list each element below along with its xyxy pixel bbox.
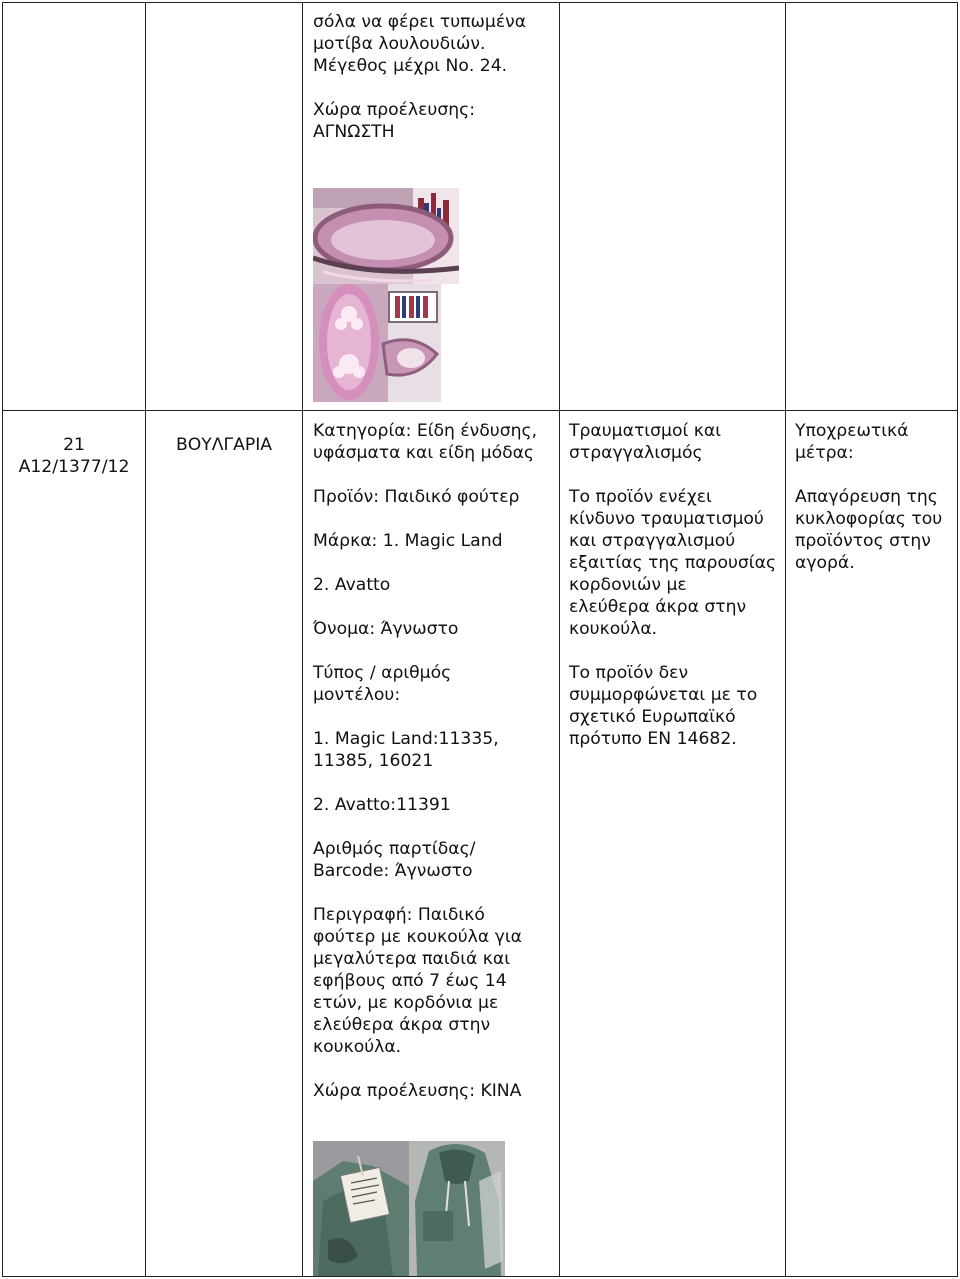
table-border-top bbox=[2, 2, 958, 3]
risk-description-line: κίνδυνο τραυματισμού bbox=[569, 509, 764, 529]
table-border-col4 bbox=[785, 2, 786, 1277]
product-label-name: Όνομα: Άγνωστο bbox=[313, 619, 459, 639]
model-1: 1. Magic Land:11335, bbox=[313, 729, 499, 749]
sandal-photo-top bbox=[313, 188, 459, 284]
country-cell bbox=[146, 434, 302, 456]
batch-line: Αριθμός παρτίδας/ bbox=[313, 839, 476, 859]
table-border-col1 bbox=[145, 2, 146, 1277]
table-border-bottom bbox=[2, 1276, 958, 1277]
risk-type-line: Τραυματισμοί και bbox=[569, 421, 722, 441]
measures-text-line: κυκλοφορίας του bbox=[795, 509, 943, 529]
description-line: μεγαλύτερα παιδιά και bbox=[313, 949, 511, 969]
description-line: Περιγραφή: Παιδικό bbox=[313, 905, 485, 925]
compliance-line: πρότυπο EN 14682. bbox=[569, 729, 737, 749]
measures-label-line: μέτρα: bbox=[795, 443, 854, 463]
risk-type-line: στραγγαλισμός bbox=[569, 443, 703, 463]
table-border-col3 bbox=[559, 2, 560, 1277]
compliance-line: συμμορφώνεται με το bbox=[569, 685, 758, 705]
row-number: 21 bbox=[63, 435, 85, 455]
measures-label-line: Υποχρεωτικά bbox=[795, 421, 909, 441]
origin-line: Χώρα προέλευσης: ΚΙΝΑ bbox=[313, 1081, 522, 1101]
description-line: φούτερ με κουκούλα για bbox=[313, 927, 522, 947]
reference-number: Α12/1377/12 bbox=[18, 457, 130, 477]
sandal-photo-bottom bbox=[313, 284, 441, 402]
country-name: ΒΟΥΛΓΑΡΙΑ bbox=[175, 435, 273, 455]
compliance-line: Το προϊόν δεν bbox=[569, 663, 689, 683]
risk-description-line: εξαιτίας της παρουσίας bbox=[569, 553, 777, 573]
description-line: κουκούλα. bbox=[313, 1037, 402, 1057]
text-line: μοτίβα λουλουδιών. bbox=[313, 34, 486, 54]
description-line: ετών, με κορδόνια με bbox=[313, 993, 499, 1013]
table-border-left bbox=[2, 2, 3, 1277]
row-number-cell bbox=[3, 434, 145, 478]
product-name: Προϊόν: Παιδικό φούτερ bbox=[313, 487, 520, 507]
hoodie-photo-left bbox=[313, 1141, 409, 1276]
row-separator bbox=[2, 410, 958, 411]
risk-description-line: κουκούλα. bbox=[569, 619, 658, 639]
measures-cell bbox=[795, 420, 955, 574]
table-border-right bbox=[957, 2, 958, 1277]
table-border-col2 bbox=[302, 2, 303, 1277]
product-details-cell bbox=[313, 420, 555, 1102]
brand-2: 2. Avatto bbox=[313, 575, 391, 595]
prev-product-text bbox=[313, 11, 553, 143]
model-label: μοντέλου: bbox=[313, 685, 401, 705]
text-line: Χώρα προέλευσης: bbox=[313, 100, 476, 120]
description-line: ελεύθερα άκρα στην bbox=[313, 1015, 491, 1035]
measures-text-line: Απαγόρευση της bbox=[795, 487, 938, 507]
hoodie-photo-right bbox=[409, 1141, 505, 1276]
category-line: υφάσματα και είδη μόδας bbox=[313, 443, 535, 463]
measures-text-line: προϊόντος στην bbox=[795, 531, 931, 551]
risk-cell bbox=[569, 420, 781, 750]
description-line: εφήβους από 7 έως 14 bbox=[313, 971, 507, 991]
batch-line: Barcode: Άγνωστο bbox=[313, 861, 473, 881]
model-label: Τύπος / αριθμός bbox=[313, 663, 452, 683]
risk-description-line: ελεύθερα άκρα στην bbox=[569, 597, 747, 617]
category-line: Κατηγορία: Είδη ένδυσης, bbox=[313, 421, 538, 441]
risk-description-line: και στραγγαλισμού bbox=[569, 531, 736, 551]
risk-description-line: Το προϊόν ενέχει bbox=[569, 487, 712, 507]
model-1: 11385, 16021 bbox=[313, 751, 434, 771]
text-line: σόλα να φέρει τυπωμένα bbox=[313, 12, 527, 32]
measures-text-line: αγορά. bbox=[795, 553, 855, 573]
compliance-line: σχετικό Ευρωπαϊκό bbox=[569, 707, 736, 727]
brand-1: Μάρκα: 1. Magic Land bbox=[313, 531, 503, 551]
model-2: 2. Avatto:11391 bbox=[313, 795, 451, 815]
text-line: ΑΓΝΩΣΤΗ bbox=[313, 122, 395, 142]
text-line: Μέγεθος μέχρι Νο. 24. bbox=[313, 56, 508, 76]
risk-description-line: κορδονιών με bbox=[569, 575, 687, 595]
